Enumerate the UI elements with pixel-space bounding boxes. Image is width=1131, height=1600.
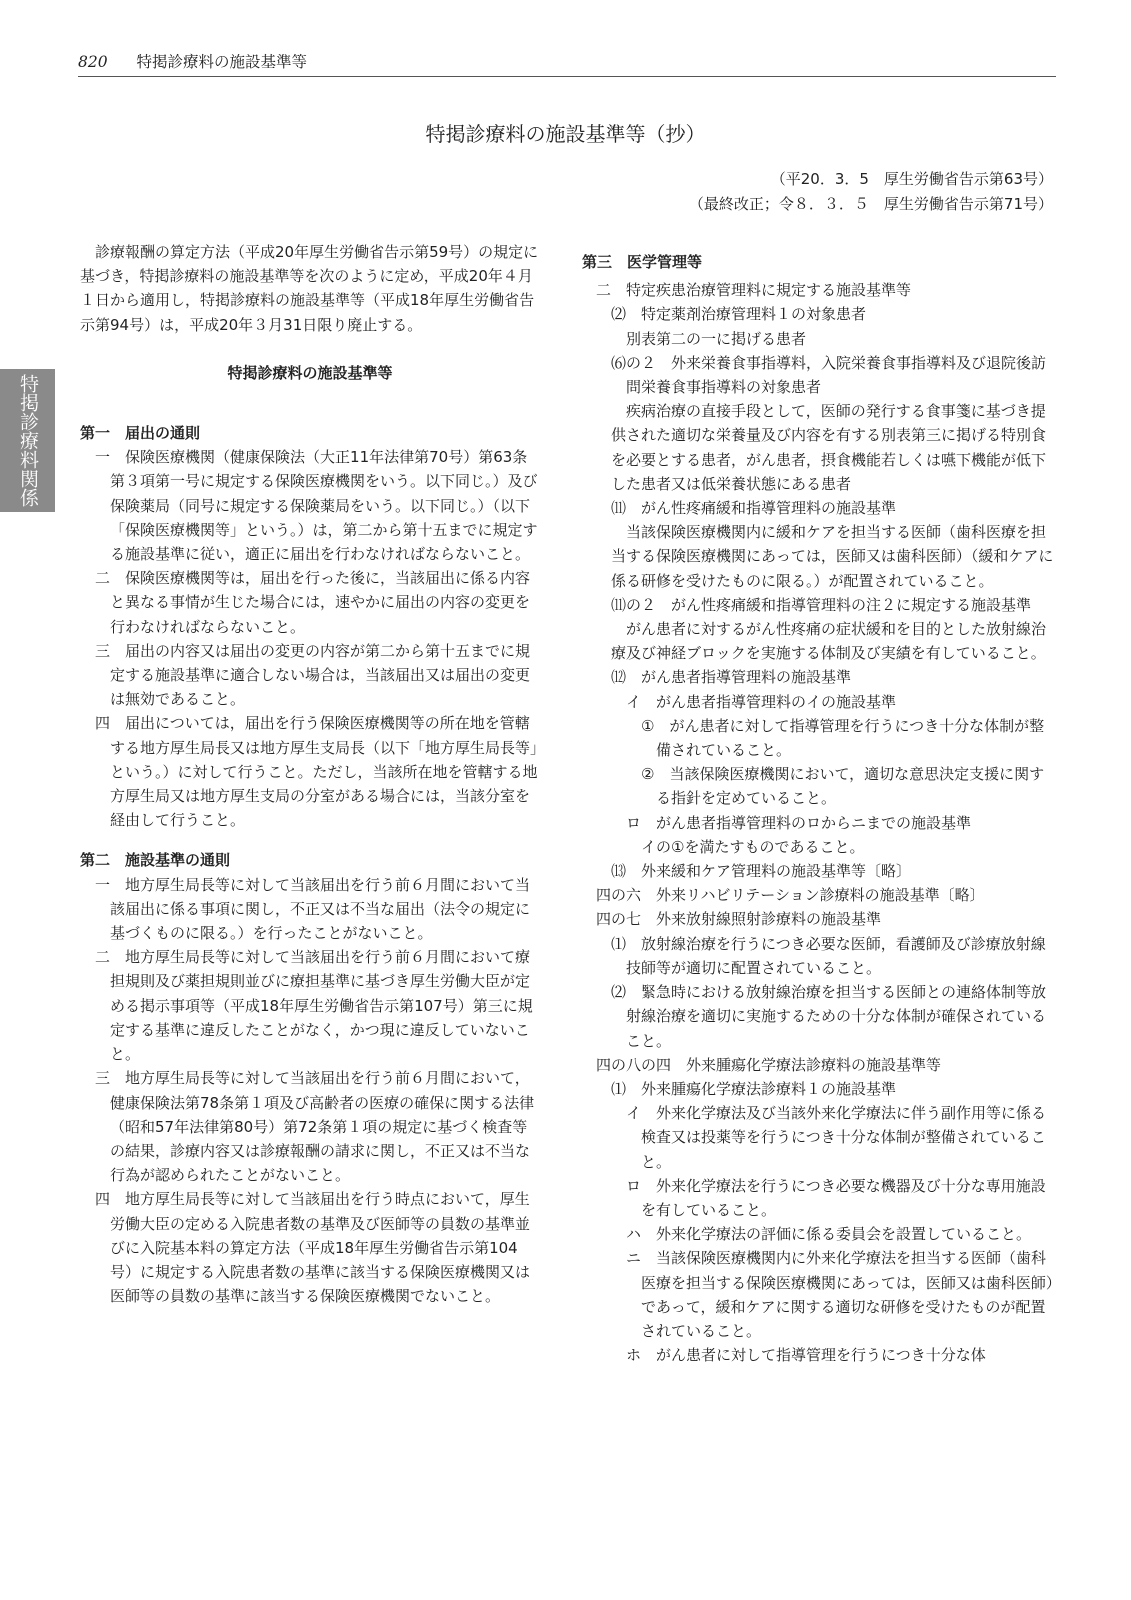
section-2-item-3 [80,1066,540,1187]
item-label: 一 [95,448,111,467]
subheading: 特掲診療料の施設基準等 [227,363,393,382]
item-12-i-2: ② 当該保険医療機関において，適切な意思決定支援に関する指針を定めていること。 [641,765,1045,808]
section-1-item-1 [80,445,540,566]
section-2-item-4 [80,1187,540,1308]
item-4-8-4-i: イ 外来化学療法及び当該外来化学療法に伴う副作用等に係る検査又は投薬等を行うにつき十分な体制が整備されていること。 [626,1104,1047,1171]
item-text: 届出の内容又は届出の変更の内容が第二から第十五までに規定する施設基準に適合しない場合は，当該届出又は届出の変更は無効であること。 [110,641,531,709]
item-11-head: ⑾ がん性疼痛緩和指導管理料の施設基準 [611,499,897,518]
item-4-8-4-ha: ハ 外来化学療法の評価に係る委員会を設置していること。 [626,1225,1032,1244]
item-text: 地方厚生局長等に対して当該届出を行う前６月間において当該届出に係る事項に関し，不正又は不当な届出（法令の規定に基づくものに限る。）を行ったことがないこと。 [110,875,531,943]
notice-line-1: （平20．3．5 厚生労働省告示第63号） [770,170,1053,188]
side-tab-label: 特掲診療料関係 [17,374,39,507]
item-6-2-body: 疾病治療の直接手段として，医師の発行する食事箋に基づき提供された適切な栄養量及び内容を有する別表第三に掲げる特別食を必要とする患者，がん患者，摂食機能若しくは嚥下機能が低下した患者又は低栄養状態にある患者 [611,402,1047,493]
item-12-i-1: ① がん患者に対して指導管理を行うにつき十分な体制が整備されていること。 [641,716,1045,760]
item-ni: 二 特定疾患治療管理料に規定する施設基準等 [596,281,912,300]
item-text: 地方厚生局長等に対して当該届出を行う前６月間において，健康保険法第78条第１項及び高齢者の医療の確保に関する法律（昭和57年法律第80号）第72条第１項の規定に基づく検査等の結果，診療内容又は診療報酬の請求に関し，不正又は不当な行為が認められたことがないこと。 [110,1069,535,1185]
item-4-8-4-ni: ニ 当該保険医療機関内に外来化学療法を担当する医師（歯科医療を担当する保険医療機関にあっては，医師又は歯科医師）であって，緩和ケアに関する適切な研修を受けたものが配置されていること。 [626,1249,1054,1340]
item-4-7: 四の七 外来放射線照射診療料の施設基準 [596,910,882,929]
item-label: 三 [95,1069,111,1088]
item-4-7-2: ⑵ 緊急時における放射線治療を担当する医師との連絡体制等放射線治療を適切に実施するための十分な体制が確保されていること。 [611,983,1047,1050]
item-13: ⒀ 外来緩和ケア管理料の施設基準等〔略〕 [611,862,912,881]
section-1-item-2 [80,566,540,639]
item-label: 四 [95,1190,111,1209]
item-text: 地方厚生局長等に対して当該届出を行う前６月間において療担規則及び薬担規則並びに療担基準に基づき厚生労働大臣が定める掲示事項等（平成18年厚生労働省告示第107号）第三に規定する基準に違反したことがなく，かつ現に違反していないこと。 [110,948,533,1064]
section-2-item-2 [80,945,540,1066]
item-11-body: 当該保険医療機関内に緩和ケアを担当する医師（歯科医療を担当する保険医療機関にあっては，医師又は歯科医師）（緩和ケアに係る研修を受けたものに限る。）が配置されていること。 [611,523,1054,590]
item-text: 届出については，届出を行う保険医療機関等の所在地を管轄する地方厚生局長又は地方厚生支局長（以下「地方厚生局長等」という。）に対して行うこと。ただし，当該所在地を管轄する地方厚生局又は地方厚生支局の分室がある場合には，当該分室を経由して行うこと。 [110,714,538,830]
item-4-8-4-ho: ホ がん患者に対して指導管理を行うにつき十分な体 [626,1346,986,1365]
section-1-item-4 [80,711,540,832]
section-2-title: 第二 施設基準の通則 [80,851,231,870]
item-12-ro-body: イの①を満たすものであること。 [641,837,865,856]
item-12-ro: ロ がん患者指導管理料のロからニまでの施設基準 [626,813,972,832]
item-12-head: ⑿ がん患者指導管理料の施設基準 [611,668,852,687]
item-4-8-4: 四の八の四 外来腫瘍化学療法診療料の施設基準等 [596,1055,942,1074]
item-4-8-4-ro: ロ 外来化学療法を行うにつき必要な機器及び十分な専用施設を有していること。 [626,1176,1046,1219]
item-4-6: 四の六 外来リハビリテーション診療料の施設基準〔略〕 [596,886,985,905]
item-11-2-head: ⑾の２ がん性疼痛緩和指導管理料の注２に規定する施設基準 [611,595,1032,614]
left-column [80,240,540,1308]
notice-line-2: （最終改正；令８．３．５ 厚生労働省告示第71号） [688,195,1053,213]
section-1-title: 第一 届出の通則 [80,424,201,443]
item-text: 地方厚生局長等に対して当該届出を行う時点において，厚生労働大臣の定める入院患者数の基準及び医師等の員数の基準並びに入院基本料の算定方法（平成18年厚生労働省告示第104号）に規定する入院患者数の基準に該当する保険医療機関又は医師等の員数の基準に該当する保険医療機関でないこと。 [110,1190,531,1306]
item-text: 保険医療機関等は，届出を行った後に，当該届出に係る内容と異なる事情が生じた場合には，速やかに届出の内容の変更を行わなければならないこと。 [110,569,531,636]
item-12-i: イ がん患者指導管理料のイの施設基準 [626,692,897,711]
item-label: 二 [95,948,111,967]
item-label: 四 [95,714,111,733]
item-2-head: ⑵ 特定薬剤治療管理料１の対象患者 [611,305,867,324]
item-label: 一 [95,875,111,894]
item-label: 三 [95,641,111,660]
item-11-2-body: がん患者に対するがん性疼痛の症状緩和を目的とした放射線治療及び神経ブロックを実施する体制及び実績を有していること。 [611,620,1047,663]
item-4-8-4-1: ⑴ 外来腫瘍化学療法診療料１の施設基準 [611,1079,897,1098]
section-1-item-3 [80,639,540,712]
notice-info [689,167,1053,217]
page-number: 820 [78,53,108,71]
preamble: 診療報酬の算定方法（平成20年厚生労働省告示第59号）の規定に基づき，特掲診療料の施設基準等を次のように定め，平成20年４月１日から適用し，特掲診療料の施設基準等（平成18年厚生労働省告示第94号）は，平成20年３月31日限り廃止する。 [80,243,539,334]
item-label: 二 [95,569,111,588]
item-2-body: 別表第二の一に掲げる患者 [626,329,807,348]
item-4-7-1: ⑴ 放射線治療を行うにつき必要な医師，看護師及び診療放射線技師等が適切に配置されていること。 [611,934,1046,977]
side-tab [0,369,55,512]
right-column [582,250,1058,1367]
document-title: 特掲診療料の施設基準等（抄） [425,122,706,146]
item-6-2-head: ⑹の２ 外来栄養食事指導料，入院栄養食事指導料及び退院後訪問栄養食事指導料の対象患者 [611,353,1047,397]
section-3-title: 第三 医学管理等 [582,253,703,271]
item-text: 保険医療機関（健康保険法（大正11年法律第70号）第63条第３項第一号に規定する保険医療機関をいう。以下同じ。）及び保険薬局（同号に規定する保険薬局をいう。以下同じ。）（以下「保険医療機関等」という。）は，第二から第十五までに規定する施設基準に従い，適正に届出を行わなければならないこと。 [110,448,538,564]
running-title: 特掲診療料の施設基準等 [136,53,308,71]
section-2-item-1 [80,873,540,946]
running-header [78,52,1056,77]
